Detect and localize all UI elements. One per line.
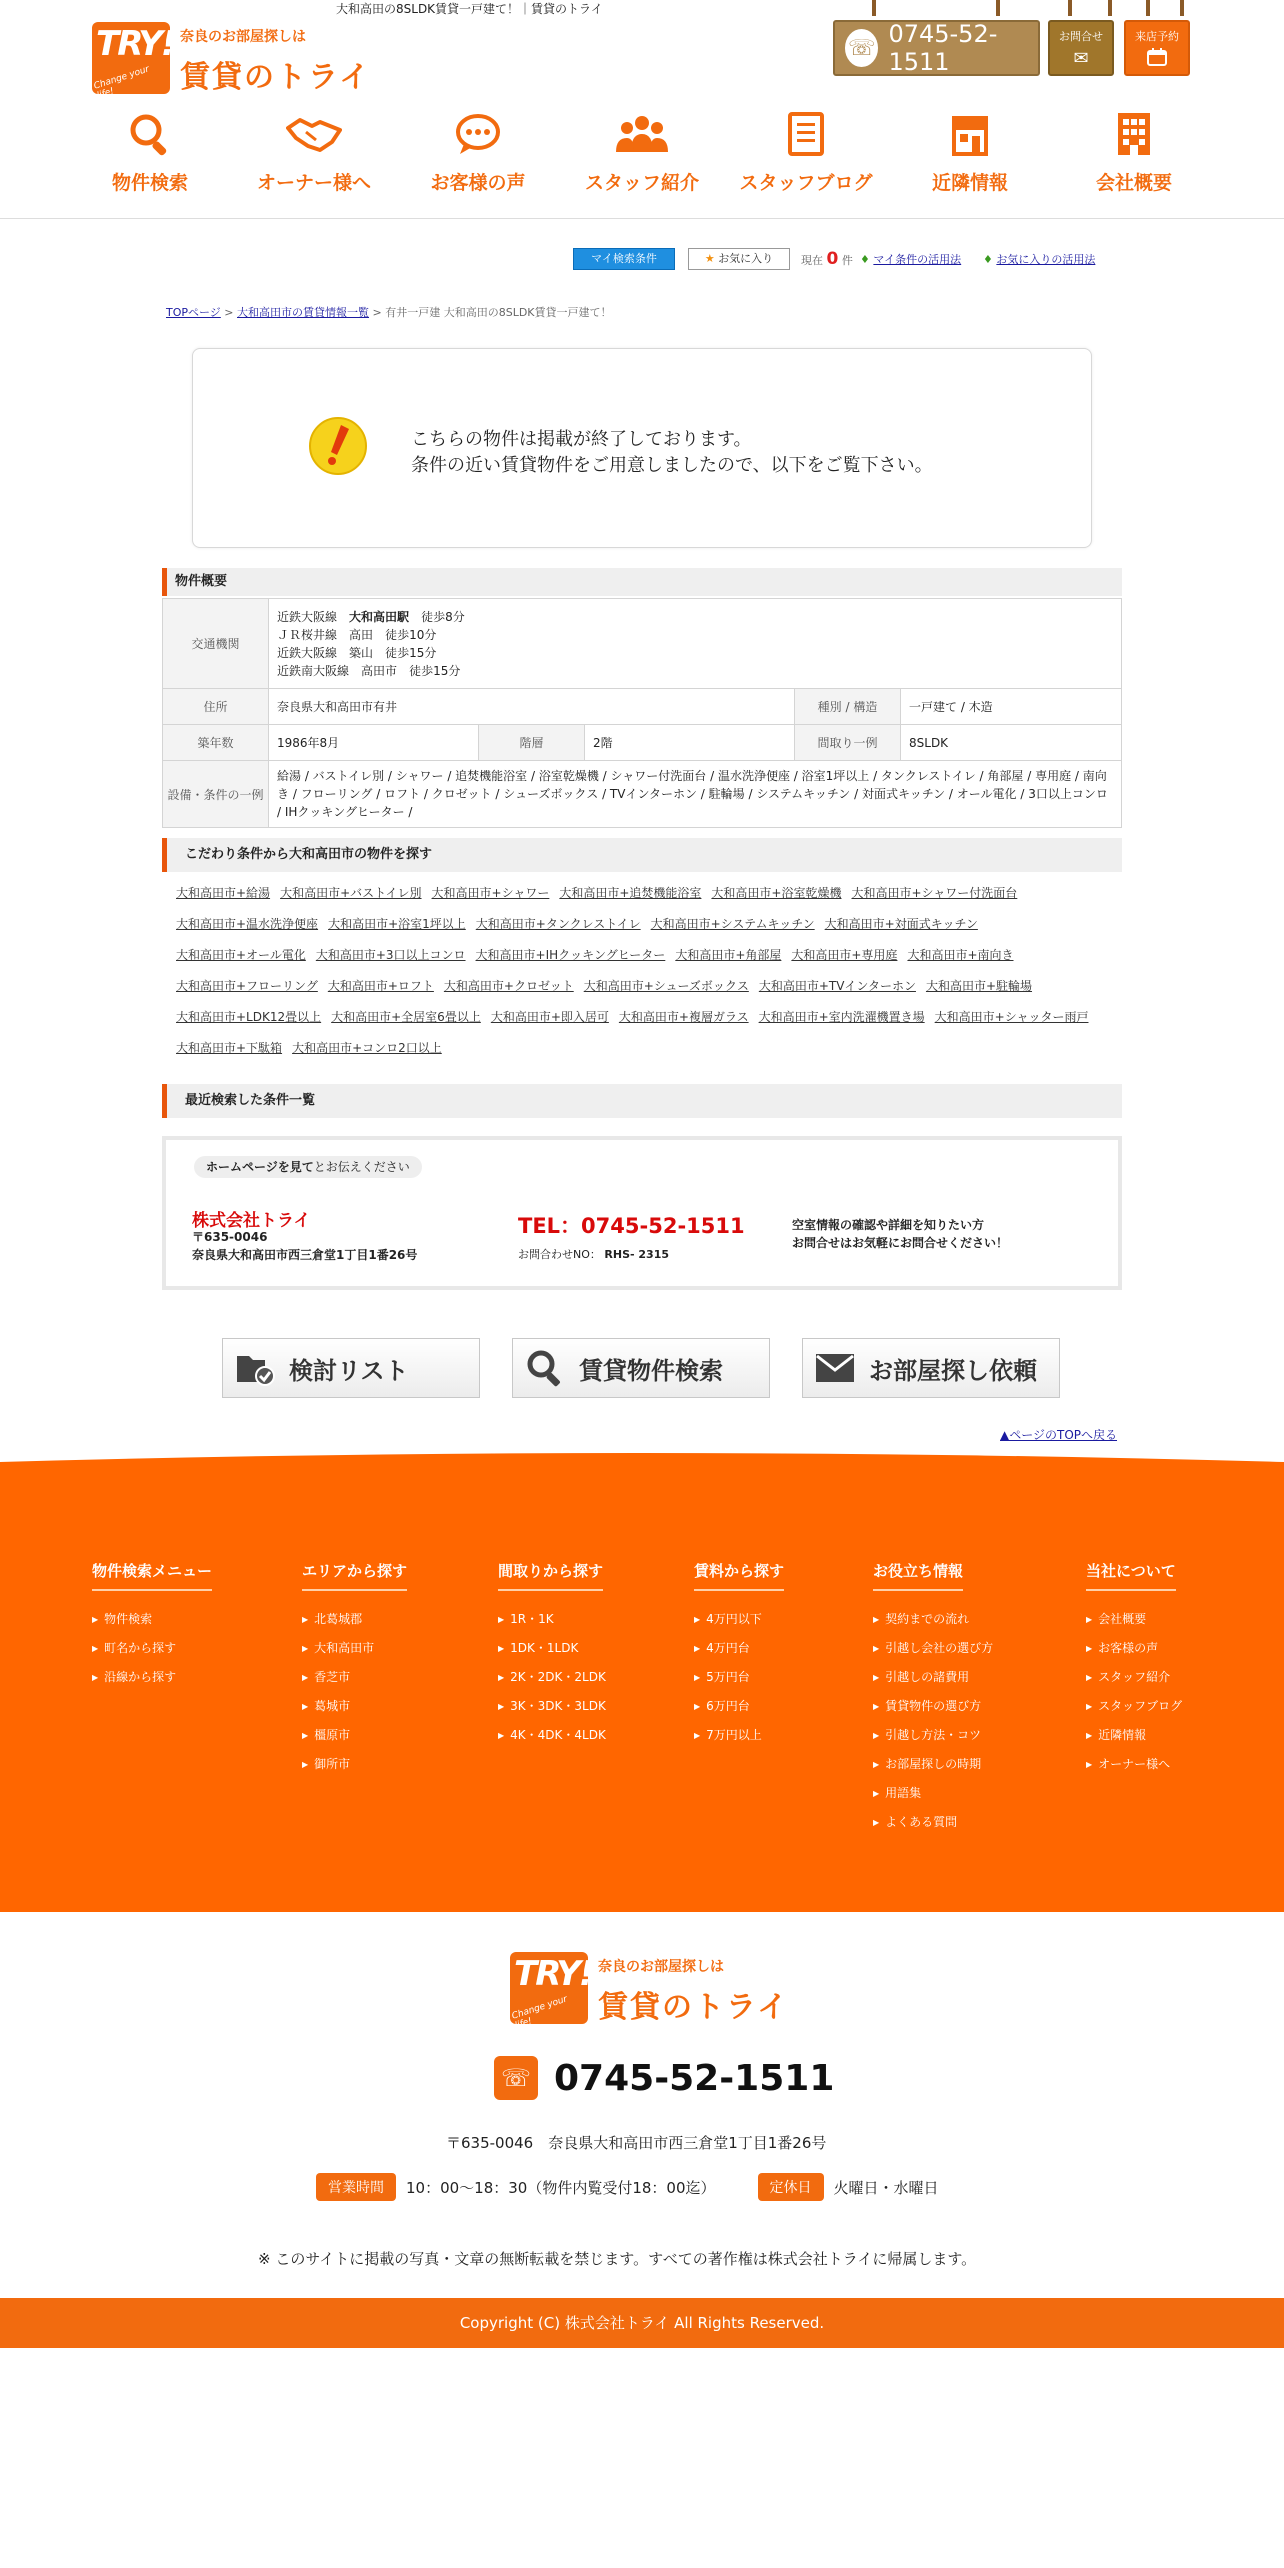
kodawari-link[interactable]: 大和高田市+角部屋 [675,948,782,962]
kodawari-link[interactable]: 大和高田市+南向き [907,948,1014,962]
access-line: 近鉄南大阪線 [277,663,350,678]
notice-line-1: こちらの物件は掲載が終了しております。 [411,429,752,450]
sign-hanger [996,0,1000,16]
access-line: ＪＲ桜井線 [277,627,338,642]
nav-item-label: お客様の声 [430,172,526,194]
contact-message [792,1216,1008,1252]
kodawari-link[interactable]: 大和高田市+シャワー [431,886,550,900]
label-access: 交通機関 [163,599,269,689]
contact-tag [194,1156,422,1178]
footer-link[interactable]: ▶ 用語集 [873,1779,993,1808]
label-floor: 階層 [479,725,585,761]
logo-mark [510,1952,593,2032]
logo-mark [92,22,175,102]
footer-link[interactable]: ▶ 6万円台 [694,1692,784,1721]
search-icon [525,1348,565,1388]
contact-message-2: お問合せはお気軽にお問合せください！ [792,1236,1009,1250]
footer-link-list [1086,1605,1182,1779]
phone-icon: ☏ [845,29,878,67]
phone-icon: ☏ [494,2056,538,2100]
exclamation-icon [309,417,367,475]
access-station: 築山 [349,645,374,660]
site-logo[interactable] [92,22,372,102]
nav-item-property-search[interactable] [80,108,220,208]
footer-link[interactable]: ▶ 4K・4DK・4LDK [498,1721,606,1750]
nav-item-staff-blog[interactable] [736,108,876,208]
footer-tel[interactable] [494,2054,834,2102]
footer-link[interactable]: ▶ 物件検索 [92,1605,212,1634]
visit-button-label: 来店予約 [1135,30,1179,43]
footer-link[interactable]: ▶ 近隣情報 [1086,1721,1182,1750]
header-tel-number: 0745-52-1511 [888,20,998,76]
count-prefix: 現在 [801,254,823,267]
kodawari-link[interactable]: 大和高田市+専用庭 [791,948,898,962]
nav-item-label: スタッフブログ [739,172,873,194]
footer-address: 〒635-0046 奈良県大和高田市西三倉堂1丁目1番26号 [446,2134,827,2152]
kodawari-link[interactable]: 大和高田市+TVインターホン [758,979,916,993]
kodawari-link[interactable]: 大和高田市+LDK12畳以上 [176,1010,322,1024]
sign-hanger [1146,0,1150,16]
footer-link[interactable]: ▶ 3K・3DK・3LDK [498,1692,606,1721]
floor-value: 2階 [585,725,795,761]
footer-link[interactable]: ▶ 香芝市 [302,1663,407,1692]
breadcrumb-list[interactable]: 大和高田市の賃貸情報一覧 [237,306,370,319]
contact-tag-rest: とお伝えください [313,1160,410,1174]
kodawari-link[interactable]: 大和高田市+複層ガラス [618,1010,749,1024]
footer-link-list [498,1605,606,1750]
contact-button-label: お問合せ [1059,30,1103,43]
hours-badge: 営業時間 [316,2173,396,2201]
nav-item-label: 近隣情報 [931,172,1008,194]
footer-link[interactable]: ▶ 引越し方法・コツ [873,1721,993,1750]
kodawari-link[interactable]: 大和高田市+即入居可 [490,1010,609,1024]
document-icon [788,112,824,156]
company-address: 奈良県大和高田市西三倉堂1丁目1番26号 [192,1248,418,1262]
access-row [277,662,1113,680]
breadcrumb-separator: > [224,306,234,319]
footer-link[interactable]: ▶ 契約までの流れ [873,1605,993,1634]
notice-line-2: 条件の近い賃貸物件をご用意しましたので、以下をご覧下さい。 [411,455,933,476]
nav-item-label: 物件検索 [111,172,188,194]
footer-column-title: 賃料から探す [694,1560,784,1591]
kodawari-link[interactable]: 大和高田市+システムキッチン [650,917,815,931]
footer-column-title: お役立ち情報 [873,1560,963,1591]
help-my-search [860,250,961,270]
kodawari-link[interactable]: 大和高田市+IHクッキングヒーター [475,948,666,962]
footer-link[interactable]: ▶ 町名から探す [92,1634,212,1663]
my-search-conditions-button[interactable]: マイ検索条件 [573,248,675,270]
handshake-icon [286,114,342,154]
logo-mark-text: TRY! [96,24,175,64]
built-value: 1986年8月 [269,725,479,761]
footer-link[interactable]: ▶ 橿原市 [302,1721,407,1750]
beginner-leaf-icon: ♦ [983,253,993,266]
kodawari-link[interactable]: 大和高田市+タンクレストイレ [475,917,641,931]
mail-icon: ✉ [1073,48,1089,69]
footer-link[interactable]: ▶ お客様の声 [1086,1634,1182,1663]
footer-link[interactable]: ▶ 2K・2DK・2LDK [498,1663,606,1692]
beginner-leaf-icon: ♦ [860,253,870,266]
footer-link[interactable]: ▶ 1DK・1LDK [498,1634,606,1663]
access-row [277,608,1113,626]
nav-item-label: オーナー様へ [256,172,371,194]
folder-check-icon [235,1348,275,1388]
kodawari-link[interactable]: 大和高田市+フローリング [176,979,318,993]
label-address: 住所 [163,689,269,725]
sign-hanger [1108,0,1112,16]
breadcrumb-top[interactable]: TOPページ [166,306,221,319]
people-icon [616,114,668,154]
logo-name: 賃貸のトライ [180,60,372,95]
count-value: 0 [826,249,839,269]
logo-name: 賃貸のトライ [598,1990,790,2025]
label-type: 種別 / 構造 [795,689,901,725]
recent-search-heading: 最近検索した条件一覧 [162,1084,1122,1118]
access-walk: 徒歩8分 [421,609,465,624]
company-name: 株式会社トライ [192,1211,311,1231]
hours-value: 10：00〜18：30（物件内覧受付18：00迄） [406,2178,716,2197]
access-walk: 徒歩15分 [409,663,461,678]
inquiry-value: RHS- 2315 [604,1248,669,1261]
property-summary-heading: 物件概要 [162,568,1122,596]
contact-tel[interactable]: TEL：0745-52-1511 [518,1214,745,1238]
visit-reservation-button[interactable] [1124,20,1190,76]
footer-link[interactable]: ▶ 1R・1K [498,1605,606,1634]
footer-link[interactable]: ▶ 4万円以下 [694,1605,784,1634]
room-request-label: お部屋探し依頼 [869,1356,1037,1385]
contact-box [162,1136,1122,1290]
footer-link[interactable]: ▶ 引越し会社の選び方 [873,1634,993,1663]
favorites-count [801,248,853,272]
footer-link[interactable]: ▶ 賃貸物件の選び方 [873,1692,993,1721]
kodawari-link[interactable]: 大和高田市+室内洗濯機置き場 [758,1010,925,1024]
kodawari-link[interactable]: 大和高田市+駐輪場 [925,979,1033,993]
kodawari-link[interactable]: 大和高田市+シャッター雨戸 [934,1010,1089,1024]
logo-tagline: 奈良のお部屋探しは [598,1959,724,1975]
back-to-top-link[interactable]: ▲ページのTOPへ戻る [1000,1428,1118,1442]
kodawari-link[interactable]: 大和高田市+給湯 [176,886,271,900]
kodawari-link[interactable]: 大和高田市+バストイレ別 [280,886,422,900]
count-suffix: 件 [841,254,853,267]
footer-link[interactable]: ▶ 引越しの諸費用 [873,1663,993,1692]
kodawari-link[interactable]: 大和高田市+温水洗浄便座 [176,917,319,931]
footer-logo[interactable] [510,1952,790,2032]
favorites-label: お気に入り [718,252,774,265]
global-nav [80,108,1204,208]
room-request-button[interactable] [802,1338,1060,1398]
access-station: 大和高田駅 [349,609,410,624]
footer-column [873,1560,993,1837]
favorites-button[interactable] [688,248,790,270]
property-summary-table [162,598,1122,828]
kodawari-heading: こだわり条件から大和高田市の物件を探す [162,838,1122,872]
label-features: 設備・条件の一例 [163,761,269,828]
access-station: 高田市 [361,663,398,678]
footer-link[interactable]: ▶ 沿線から探す [92,1663,212,1692]
footer-link[interactable]: ▶ 御所市 [302,1750,407,1779]
contact-message-1: 空室情報の確認や詳細を知りたい方 [792,1218,985,1232]
kodawari-link[interactable]: 大和高田市+オール電化 [176,948,306,962]
review-list-label: 検討リスト [289,1356,409,1385]
footer-link[interactable]: ▶ スタッフブログ [1086,1692,1182,1721]
footer-link[interactable]: ▶ よくある質問 [873,1808,993,1837]
calendar-icon [1126,48,1188,71]
breadcrumb-separator: > [372,306,382,319]
footer-column [1086,1560,1182,1779]
help-my-search-link[interactable]: マイ条件の活用法 [873,253,962,266]
features-value: 給湯 / バストイレ別 / シャワー / 追焚機能浴室 / 浴室乾燥機 / シャワー付洗面台 / 温水洗浄便座 / 浴室1坪以上 / タンクレストイレ / 角部屋 / 専用庭 / 南向き / フローリング / ロフト / クロゼット / シューズボックス / TVインターホン / 駐輪場 / システムキッチン / 対面式キッチン / オール電化 / 3口以上コンロ / IHクッキングヒーター / [269,761,1122,828]
nav-item-company[interactable] [1064,108,1204,208]
shop-icon [948,112,992,156]
inquiry-label: お問合わせNO： [518,1248,601,1261]
search-icon [128,112,172,156]
help-favorites [983,250,1095,270]
sign-hanger [1068,0,1072,16]
footer-column-title: 間取りから探す [498,1560,603,1591]
rental-search-button[interactable] [512,1338,770,1398]
footer-column-title: エリアから探す [302,1560,407,1591]
footer-link[interactable]: ▶ 7万円以上 [694,1721,784,1750]
logo-mark-subtext: Change your life! [92,64,151,102]
kodawari-link[interactable]: 大和高田市+全居室6畳以上 [331,1010,481,1024]
kodawari-link[interactable]: 大和高田市+シャワー付洗面台 [851,886,1018,900]
header-divider [0,218,1284,219]
footer-hours [316,2172,939,2202]
access-cell [269,599,1122,689]
review-list-button[interactable] [222,1338,480,1398]
logo-mark-subtext: Change your life! [510,1994,569,2032]
access-line: 近鉄大阪線 [277,645,338,660]
footer-link-list [694,1605,784,1750]
star-icon: ★ [704,252,715,265]
footer-link[interactable]: ▶ 葛城市 [302,1692,407,1721]
footer-column-title: 当社について [1086,1560,1176,1591]
help-favorites-link[interactable]: お気に入りの活用法 [996,253,1096,266]
kodawari-link[interactable]: 大和高田市+浴室乾燥機 [711,886,842,900]
footer-tel-number: 0745-52-1511 [554,2057,835,2099]
contact-tag-bold: ホームページを見て [206,1160,314,1174]
access-row [277,626,1113,644]
logo-tagline: 奈良のお部屋探しは [180,29,306,45]
footer-link-list [873,1605,993,1837]
footer-link-list [302,1605,407,1779]
footer-column [92,1560,212,1692]
nav-item-neighborhood[interactable] [900,108,1040,208]
company-zip: 〒635-0046 [192,1230,268,1244]
type-value: 一戸建て / 木造 [901,689,1122,725]
footer-link[interactable]: ▶ 5万円台 [694,1663,784,1692]
kodawari-link[interactable]: 大和高田市+対面式キッチン [824,917,978,931]
breadcrumb [166,304,612,320]
footer-link[interactable]: ▶ 北葛城郡 [302,1605,407,1634]
kodawari-link[interactable]: 大和高田市+クロゼット [443,979,574,993]
sign-hanger [872,0,876,16]
footer-column [694,1560,784,1750]
kodawari-link[interactable]: 大和高田市+下駄箱 [176,1041,283,1055]
access-line: 近鉄大阪線 [277,609,338,624]
nav-item-owners[interactable] [244,108,384,208]
holiday-badge: 定休日 [758,2173,824,2201]
rental-search-label: 賃貸物件検索 [579,1356,723,1385]
layout-value: 8SLDK [901,725,1122,761]
footer-link[interactable]: ▶ お部屋探しの時期 [873,1750,993,1779]
nav-item-voices[interactable] [408,108,548,208]
footer-link[interactable]: ▶ スタッフ紹介 [1086,1663,1182,1692]
footer-column [302,1560,407,1779]
inquiry-number [518,1246,669,1262]
label-layout: 間取り一例 [795,725,901,761]
footer-column-title: 物件検索メニュー [92,1560,212,1591]
access-walk: 徒歩15分 [385,645,437,660]
kodawari-links [176,884,1126,1070]
footer-link[interactable]: ▶ 4万円台 [694,1634,784,1663]
logo-mark-text: TRY! [514,1954,593,1994]
nav-item-label: 会社概要 [1095,172,1172,194]
kodawari-link[interactable]: 大和高田市+浴室1坪以上 [328,917,466,931]
footer-link[interactable]: ▶ 会社概要 [1086,1605,1182,1634]
address-value: 奈良県大和高田市有井 [269,689,795,725]
access-row [277,644,1113,662]
copyright-bar: Copyright (C) 株式会社トライ All Rights Reserved. [0,2298,1284,2348]
footer-column [498,1560,606,1750]
kodawari-link[interactable]: 大和高田市+ロフト [327,979,434,993]
nav-item-staff[interactable] [572,108,712,208]
speech-bubble-icon [454,112,502,156]
footer-link-list [92,1605,212,1692]
kodawari-link[interactable]: 大和高田市+シューズボックス [583,979,749,993]
kodawari-link[interactable]: 大和高田市+追焚機能浴室 [559,886,702,900]
header-tel-button[interactable] [833,20,1040,76]
nav-item-label: スタッフ紹介 [584,172,699,194]
access-walk: 徒歩10分 [385,627,437,642]
footer-link[interactable]: ▶ 大和高田市 [302,1634,407,1663]
contact-button[interactable] [1048,20,1114,76]
mail-icon [815,1348,855,1388]
footer-link[interactable]: ▶ オーナー様へ [1086,1750,1182,1779]
header-caption: 大和高田の8SLDK賃貸一戸建て！｜賃貸のトライ [336,2,603,16]
label-built: 築年数 [163,725,269,761]
listing-ended-notice [192,348,1092,548]
kodawari-link[interactable]: 大和高田市+3口以上コンロ [315,948,466,962]
building-icon [1114,111,1154,157]
back-to-top [1000,1426,1117,1443]
copyright-notice: ※ このサイトに掲載の写真・文章の無断転載を禁じます。すべての著作権は株式会社トライに帰属します。 [258,2250,977,2268]
access-station: 高田 [349,627,374,642]
kodawari-link[interactable]: 大和高田市+コンロ2口以上 [292,1041,442,1055]
holiday-value: 火曜日・水曜日 [833,2178,939,2197]
breadcrumb-current: 有井一戸建 大和高田の8SLDK賃貸一戸建て！ [385,306,612,319]
sign-hanger [1180,0,1184,16]
